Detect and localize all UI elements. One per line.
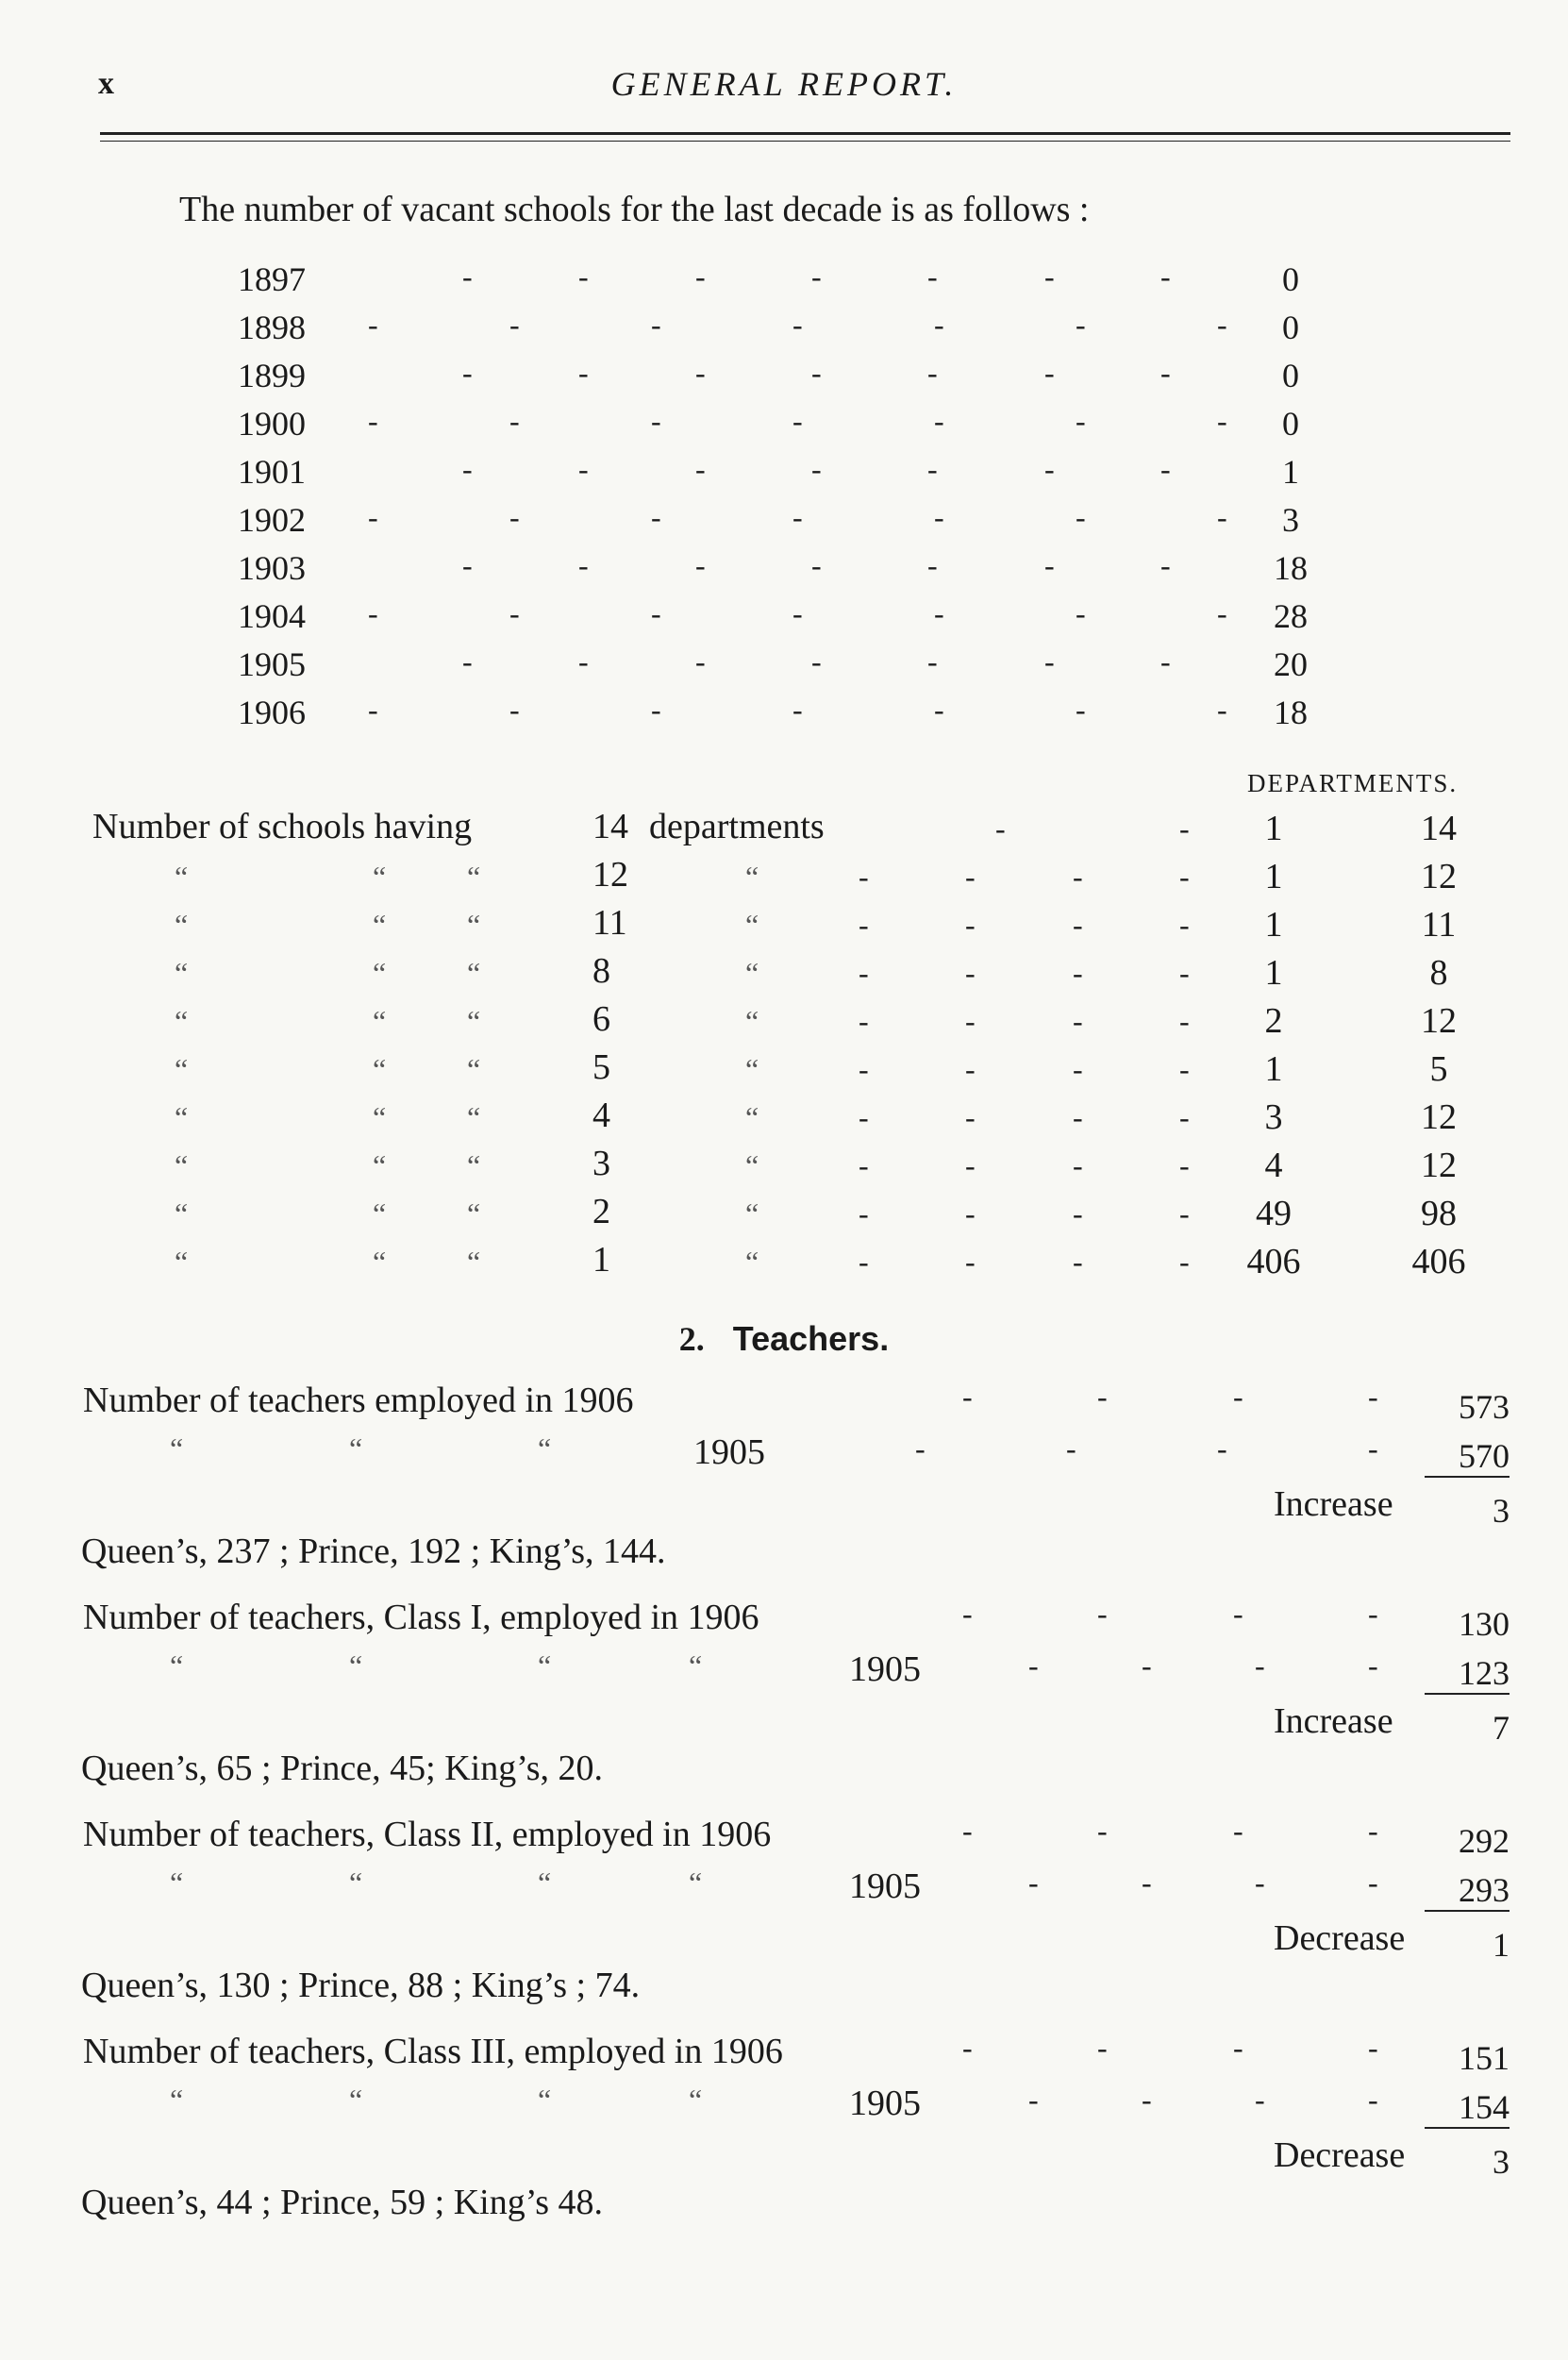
leader-dash: - (859, 1004, 869, 1038)
leader-dash: - (1179, 908, 1190, 942)
ditto-mark: “ (373, 956, 387, 990)
leader-dash: - (965, 860, 976, 894)
ditto-mark: “ (349, 2083, 363, 2117)
ditto-mark: “ (373, 1052, 387, 1086)
leader-dash: - (1368, 1649, 1378, 1682)
departments-column-head: DEPARTMENTS. (1247, 769, 1459, 797)
leader-dash: - (1255, 2083, 1265, 2117)
leader-dash: - (1097, 1380, 1108, 1414)
ditto-mark: “ (373, 1245, 387, 1279)
vacant-count: 3 (1282, 501, 1299, 539)
leader-dash: - (859, 1245, 869, 1279)
ditto-mark: “ (467, 860, 481, 894)
ditto-mark: “ (467, 1197, 481, 1230)
header-rule-thin (100, 141, 1510, 142)
ditto-mark: “ (538, 1866, 552, 1900)
ditto-mark: “ (175, 1004, 189, 1038)
vacant-year: 1903 (238, 549, 306, 587)
row-word: departments (649, 807, 825, 846)
leader-dash: - (962, 1380, 973, 1414)
ditto-mark: “ (538, 1649, 552, 1682)
leader-dash: - (965, 956, 976, 990)
leader-dash: - (927, 356, 938, 390)
leader-dash: - (462, 452, 473, 486)
ditto-mark: “ (745, 1148, 759, 1182)
leader-dash: - (792, 693, 803, 727)
change-label: Increase (1274, 1701, 1393, 1741)
ditto-mark: “ (745, 1052, 759, 1086)
department-total: 12 (1421, 1146, 1457, 1185)
leader-dash: - (651, 596, 661, 630)
leader-dash: - (965, 1197, 976, 1230)
leader-dash: - (1179, 1004, 1190, 1038)
vacant-count: 0 (1282, 309, 1299, 346)
leader-dash: - (927, 548, 938, 582)
department-count: 11 (592, 903, 627, 943)
leader-dash: - (509, 404, 520, 438)
leader-dash: - (962, 1597, 973, 1631)
school-count: 1 (1264, 857, 1283, 896)
value-1905: 123 (1425, 1653, 1510, 1695)
value-1906: 130 (1459, 1605, 1510, 1643)
leader-dash: - (792, 500, 803, 534)
leader-dash: - (934, 500, 944, 534)
change-label: Decrease (1274, 1918, 1406, 1958)
school-count: 3 (1264, 1097, 1283, 1137)
department-total: 12 (1421, 857, 1457, 896)
leader-dash: - (578, 548, 589, 582)
vacant-count: 0 (1282, 260, 1299, 298)
value-1906: 292 (1459, 1822, 1510, 1860)
ditto-mark: “ (467, 956, 481, 990)
leader-dash: - (934, 404, 944, 438)
leader-dash: - (811, 548, 822, 582)
leader-dash: - (1076, 693, 1086, 727)
ditto-mark: “ (170, 1649, 184, 1682)
teacher-breakdown: Queen’s, 237 ; Prince, 192 ; King’s, 144. (81, 1531, 666, 1571)
leader-dash: - (1217, 1431, 1227, 1465)
vacant-count: 1 (1282, 453, 1299, 491)
teacher-breakdown: Queen’s, 65 ; Prince, 45; King’s, 20. (81, 1749, 604, 1788)
leader-dash: - (934, 693, 944, 727)
leader-dash: - (1044, 452, 1055, 486)
leader-dash: - (1160, 356, 1171, 390)
leader-dash: - (859, 1148, 869, 1182)
ditto-mark: “ (175, 1197, 189, 1230)
value-1906: 151 (1459, 2039, 1510, 2077)
leader-dash: - (1179, 1052, 1190, 1086)
leader-dash: - (927, 644, 938, 678)
leader-dash: - (1076, 596, 1086, 630)
ditto-mark: “ (745, 1004, 759, 1038)
year-1905: 1905 (693, 1432, 765, 1472)
leader-dash: - (1097, 1597, 1108, 1631)
ditto-mark: “ (467, 1148, 481, 1182)
leader-dash: - (1097, 2031, 1108, 2065)
teacher-breakdown: Queen’s, 130 ; Prince, 88 ; King’s ; 74. (81, 1966, 641, 2005)
leader-dash: - (1217, 693, 1227, 727)
leader-dash: - (1368, 2083, 1378, 2117)
leader-dash: - (695, 259, 706, 293)
leader-dash: - (462, 356, 473, 390)
leader-dash: - (965, 1004, 976, 1038)
leader-dash: - (1076, 308, 1086, 342)
leader-dash: - (1179, 1100, 1190, 1134)
department-count: 4 (592, 1096, 610, 1135)
leader-dash: - (1255, 1649, 1265, 1682)
vacant-count: 18 (1274, 694, 1308, 731)
leader-dash: - (1368, 1597, 1378, 1631)
leader-dash: - (965, 1148, 976, 1182)
change-value: 1 (1493, 1926, 1510, 1964)
leader-dash: - (859, 1052, 869, 1086)
leader-dash: - (1160, 644, 1171, 678)
ditto-mark: “ (373, 1004, 387, 1038)
leader-dash: - (509, 500, 520, 534)
school-count: 1 (1264, 953, 1283, 993)
vacant-intro: The number of vacant schools for the last decade is as follows : (179, 190, 1090, 229)
row-label: Number of schools having (92, 807, 473, 846)
department-total: 12 (1421, 1097, 1457, 1137)
leader-dash: - (651, 500, 661, 534)
ditto-mark: “ (349, 1866, 363, 1900)
ditto-mark: “ (467, 1245, 481, 1279)
change-label: Decrease (1274, 2135, 1406, 2175)
teacher-line-1906: Number of teachers, Class I, employed in 1906 (83, 1598, 759, 1637)
leader-dash: - (1044, 356, 1055, 390)
leader-dash: - (368, 404, 378, 438)
school-count: 2 (1264, 1001, 1283, 1041)
leader-dash: - (462, 644, 473, 678)
ditto-mark: “ (373, 1100, 387, 1134)
leader-dash: - (651, 404, 661, 438)
value-1906: 573 (1459, 1388, 1510, 1426)
value-1905: 154 (1425, 2087, 1510, 2129)
vacant-year: 1901 (238, 453, 306, 491)
leader-dash: - (792, 308, 803, 342)
ditto-mark: “ (467, 1100, 481, 1134)
ditto-mark: “ (175, 1100, 189, 1134)
year-1905: 1905 (849, 1649, 921, 1689)
leader-dash: - (1233, 2031, 1243, 2065)
ditto-mark: “ (373, 1197, 387, 1230)
department-count: 12 (592, 855, 628, 895)
leader-dash: - (1142, 1866, 1152, 1900)
leader-dash: - (1217, 596, 1227, 630)
leader-dash: - (509, 693, 520, 727)
year-1905: 1905 (849, 1866, 921, 1906)
ditto-mark: “ (175, 1148, 189, 1182)
ditto-mark: “ (689, 2083, 703, 2117)
leader-dash: - (578, 356, 589, 390)
ditto-mark: “ (745, 956, 759, 990)
leader-dash: - (695, 452, 706, 486)
page-number: x (98, 66, 114, 101)
department-count: 1 (592, 1240, 610, 1280)
leader-dash: - (1233, 1814, 1243, 1848)
year-1905: 1905 (849, 2084, 921, 2123)
change-value: 3 (1493, 1492, 1510, 1530)
leader-dash: - (368, 596, 378, 630)
ditto-mark: “ (745, 908, 759, 942)
ditto-mark: “ (175, 1245, 189, 1279)
leader-dash: - (1368, 1866, 1378, 1900)
leader-dash: - (1028, 2083, 1039, 2117)
teacher-line-1906: Number of teachers employed in 1906 (83, 1381, 634, 1420)
department-total: 98 (1421, 1194, 1457, 1233)
school-count: 1 (1264, 905, 1283, 945)
leader-dash: - (1073, 1148, 1083, 1182)
ditto-mark: “ (538, 1431, 552, 1465)
vacant-count: 0 (1282, 405, 1299, 443)
section-number: 2. (678, 1320, 705, 1358)
school-count: 406 (1246, 1242, 1301, 1281)
department-total: 406 (1411, 1242, 1466, 1281)
leader-dash: - (811, 356, 822, 390)
teacher-line-1906: Number of teachers, Class II, employed in 1906 (83, 1815, 772, 1854)
leader-dash: - (1368, 2031, 1378, 2065)
leader-dash: - (578, 452, 589, 486)
leader-dash: - (1368, 1814, 1378, 1848)
leader-dash: - (651, 693, 661, 727)
ditto-mark: “ (175, 956, 189, 990)
leader-dash: - (1142, 1649, 1152, 1682)
leader-dash: - (965, 1052, 976, 1086)
vacant-count: 20 (1274, 645, 1308, 683)
leader-dash: - (792, 404, 803, 438)
leader-dash: - (695, 548, 706, 582)
leader-dash: - (1233, 1597, 1243, 1631)
ditto-mark: “ (689, 1649, 703, 1682)
leader-dash: - (368, 500, 378, 534)
leader-dash: - (695, 644, 706, 678)
leader-dash: - (1073, 1004, 1083, 1038)
value-1905: 570 (1425, 1436, 1510, 1478)
leader-dash: - (811, 644, 822, 678)
leader-dash: - (1179, 956, 1190, 990)
department-total: 12 (1421, 1001, 1457, 1041)
ditto-mark: “ (745, 1245, 759, 1279)
department-count: 2 (592, 1192, 610, 1231)
leader-dash: - (934, 308, 944, 342)
ditto-mark: “ (745, 860, 759, 894)
vacant-year: 1900 (238, 405, 306, 443)
ditto-mark: “ (349, 1431, 363, 1465)
leader-dash: - (965, 1100, 976, 1134)
vacant-year: 1904 (238, 597, 306, 635)
leader-dash: - (927, 259, 938, 293)
leader-dash: - (962, 1814, 973, 1848)
header-rule (100, 132, 1510, 135)
leader-dash: - (1028, 1866, 1039, 1900)
leader-dash: - (1073, 1197, 1083, 1230)
leader-dash: - (462, 548, 473, 582)
vacant-year: 1902 (238, 501, 306, 539)
ditto-mark: “ (175, 908, 189, 942)
department-count: 3 (592, 1144, 610, 1183)
leader-dash: - (792, 596, 803, 630)
department-count: 8 (592, 951, 610, 991)
ditto-mark: “ (170, 1866, 184, 1900)
leader-dash: - (695, 356, 706, 390)
ditto-mark: “ (689, 1866, 703, 1900)
leader-dash: - (1073, 1100, 1083, 1134)
leader-dash: - (1073, 860, 1083, 894)
value-1905: 293 (1425, 1870, 1510, 1912)
leader-dash: - (995, 812, 1006, 845)
ditto-mark: “ (467, 1052, 481, 1086)
ditto-mark: “ (373, 908, 387, 942)
leader-dash: - (965, 908, 976, 942)
leader-dash: - (1076, 404, 1086, 438)
leader-dash: - (859, 908, 869, 942)
leader-dash: - (859, 860, 869, 894)
vacant-year: 1899 (238, 357, 306, 394)
change-value: 7 (1493, 1709, 1510, 1747)
vacant-year: 1898 (238, 309, 306, 346)
teacher-line-1906: Number of teachers, Class III, employed in 1906 (83, 2032, 783, 2071)
leader-dash: - (1160, 548, 1171, 582)
ditto-mark: “ (175, 860, 189, 894)
leader-dash: - (1073, 908, 1083, 942)
leader-dash: - (1073, 1052, 1083, 1086)
leader-dash: - (368, 308, 378, 342)
school-count: 1 (1264, 809, 1283, 848)
department-total: 14 (1421, 809, 1457, 848)
ditto-mark: “ (373, 1148, 387, 1182)
ditto-mark: “ (175, 1052, 189, 1086)
leader-dash: - (1255, 1866, 1265, 1900)
leader-dash: - (962, 2031, 973, 2065)
vacant-count: 18 (1274, 549, 1308, 587)
leader-dash: - (1097, 1814, 1108, 1848)
leader-dash: - (927, 452, 938, 486)
leader-dash: - (811, 452, 822, 486)
ditto-mark: “ (745, 1197, 759, 1230)
department-count: 5 (592, 1047, 610, 1087)
leader-dash: - (509, 596, 520, 630)
leader-dash: - (578, 259, 589, 293)
section-heading: Teachers. (732, 1319, 890, 1358)
vacant-year: 1906 (238, 694, 306, 731)
ditto-mark: “ (467, 908, 481, 942)
school-count: 1 (1264, 1049, 1283, 1089)
leader-dash: - (1179, 1148, 1190, 1182)
leader-dash: - (1368, 1380, 1378, 1414)
leader-dash: - (1217, 404, 1227, 438)
vacant-year: 1905 (238, 645, 306, 683)
change-value: 3 (1493, 2143, 1510, 2181)
leader-dash: - (1044, 644, 1055, 678)
teacher-breakdown: Queen’s, 44 ; Prince, 59 ; King’s 48. (81, 2183, 604, 2222)
leader-dash: - (1160, 452, 1171, 486)
change-label: Increase (1274, 1484, 1393, 1524)
ditto-mark: “ (170, 2083, 184, 2117)
leader-dash: - (1044, 548, 1055, 582)
ditto-mark: “ (373, 860, 387, 894)
leader-dash: - (934, 596, 944, 630)
leader-dash: - (462, 259, 473, 293)
leader-dash: - (368, 693, 378, 727)
leader-dash: - (1179, 1245, 1190, 1279)
department-total: 11 (1421, 905, 1457, 945)
vacant-count: 28 (1274, 597, 1308, 635)
ditto-mark: “ (467, 1004, 481, 1038)
leader-dash: - (651, 308, 661, 342)
leader-dash: - (1368, 1431, 1378, 1465)
running-title: GENERAL REPORT. (610, 65, 958, 103)
leader-dash: - (1066, 1431, 1076, 1465)
leader-dash: - (1160, 259, 1171, 293)
leader-dash: - (915, 1431, 926, 1465)
department-total: 8 (1429, 953, 1448, 993)
leader-dash: - (1044, 259, 1055, 293)
leader-dash: - (578, 644, 589, 678)
leader-dash: - (859, 956, 869, 990)
leader-dash: - (1217, 308, 1227, 342)
ditto-mark: “ (745, 1100, 759, 1134)
ditto-mark: “ (349, 1649, 363, 1682)
leader-dash: - (1076, 500, 1086, 534)
leader-dash: - (859, 1197, 869, 1230)
vacant-year: 1897 (238, 260, 306, 298)
leader-dash: - (1233, 1380, 1243, 1414)
leader-dash: - (965, 1245, 976, 1279)
leader-dash: - (1073, 1245, 1083, 1279)
leader-dash: - (509, 308, 520, 342)
leader-dash: - (811, 259, 822, 293)
school-count: 4 (1264, 1146, 1283, 1185)
leader-dash: - (1073, 956, 1083, 990)
leader-dash: - (1028, 1649, 1039, 1682)
leader-dash: - (1142, 2083, 1152, 2117)
department-count: 14 (592, 807, 628, 846)
leader-dash: - (859, 1100, 869, 1134)
vacant-count: 0 (1282, 357, 1299, 394)
leader-dash: - (1179, 812, 1190, 845)
department-total: 5 (1429, 1049, 1448, 1089)
leader-dash: - (1217, 500, 1227, 534)
ditto-mark: “ (170, 1431, 184, 1465)
section-title (0, 1319, 1568, 1359)
ditto-mark: “ (538, 2083, 552, 2117)
school-count: 49 (1256, 1194, 1292, 1233)
department-count: 6 (592, 999, 610, 1039)
leader-dash: - (1179, 860, 1190, 894)
leader-dash: - (1179, 1197, 1190, 1230)
